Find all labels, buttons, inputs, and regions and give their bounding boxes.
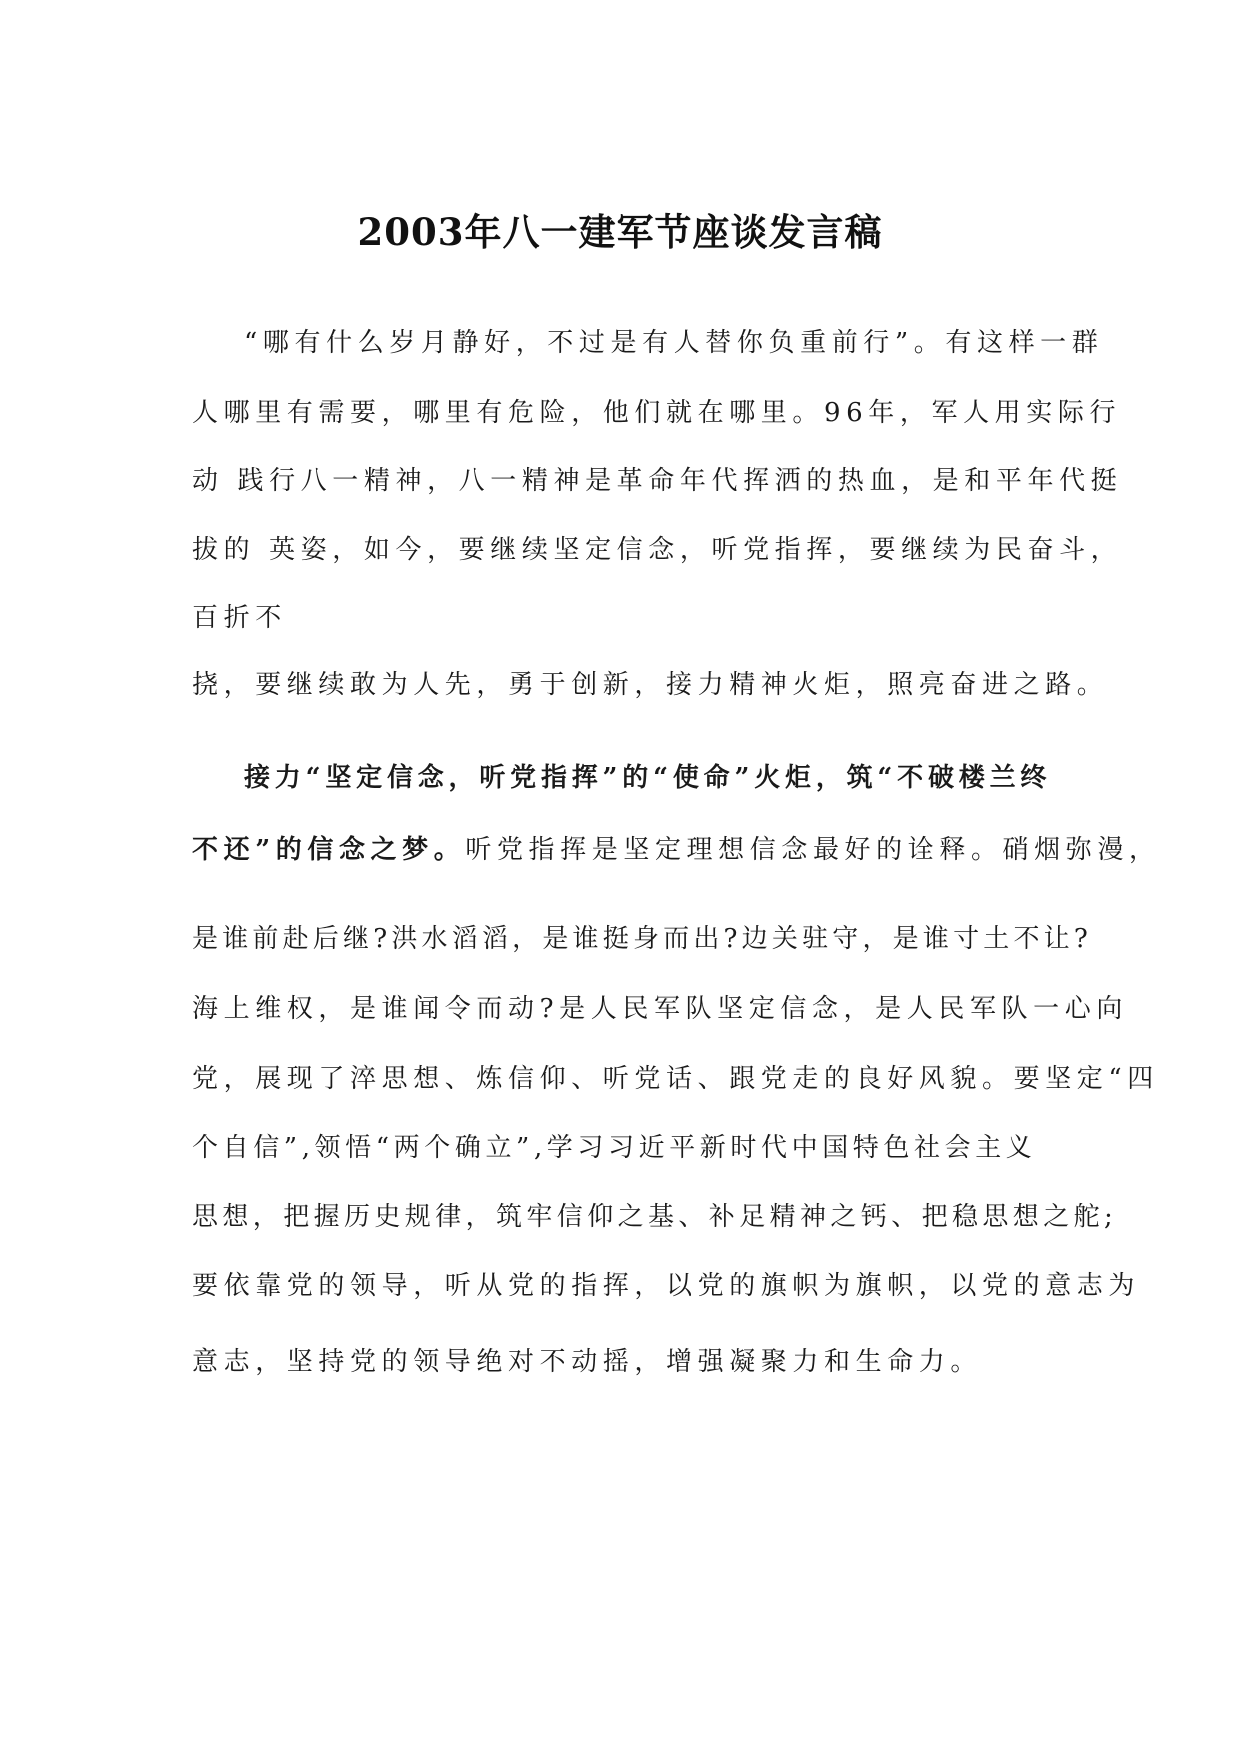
document-title: 2003年八一建军节座谈发言稿: [357, 210, 883, 254]
paragraph2-line-5: 党，展现了淬思想、炼信仰、听党话、跟党走的良好风貌。要坚定“四: [192, 1064, 1159, 1094]
paragraph2-line-7: 思想，把握历史规律，筑牢信仰之基、补足精神之钙、把稳思想之舵;: [192, 1202, 1118, 1232]
paragraph1-line-4: 拔的 英姿，如今，要继续坚定信念，听党指挥，要继续为民奋斗，: [192, 535, 1123, 565]
paragraph2-line-6: 个自信”,领悟“两个确立”,学习习近平新时代中国特色社会主义: [192, 1133, 1037, 1163]
paragraph2-line-4: 海上维权，是谁闻令而动?是人民军队坚定信念，是人民军队一心向: [192, 994, 1128, 1024]
paragraph1-line-1: “哪有什么岁月静好，不过是有人替你负重前行”。有这样一群: [244, 328, 1104, 358]
paragraph2-line-9: 意志，坚持党的领导绝对不动摇，增强凝聚力和生命力。: [192, 1347, 983, 1377]
paragraph1-line-3: 动 践行八一精神，八一精神是革命年代挥洒的热血，是和平年代挺: [192, 466, 1123, 496]
paragraph2-line-2-text: 听党指挥是坚定理想信念最好的诠释。硝烟弥漫，: [465, 835, 1161, 865]
paragraph2-heading-line-2: 不还”的信念之梦。: [192, 835, 466, 865]
paragraph2-line-2: [192, 829, 1161, 866]
paragraph1-line-5: 百折不: [192, 603, 287, 633]
paragraph2-line-3: 是谁前赴后继?洪水滔滔，是谁挺身而出?边关驻守，是谁寸土不让?: [192, 924, 1093, 954]
paragraph2-line-8: 要依靠党的领导，听从党的指挥，以党的旗帜为旗帜，以党的意志为: [192, 1271, 1141, 1301]
paragraph2-heading-line-1: 接力“坚定信念，听党指挥”的“使命”火炬，筑“不破楼兰终: [244, 763, 1052, 793]
paragraph1-line-2: 人哪里有需要，哪里有危险，他们就在哪里。96年，军人用实际行: [192, 398, 1122, 428]
paragraph1-line-6: 挠，要继续敢为人先，勇于创新，接力精神火炬，照亮奋进之路。: [192, 670, 1109, 700]
